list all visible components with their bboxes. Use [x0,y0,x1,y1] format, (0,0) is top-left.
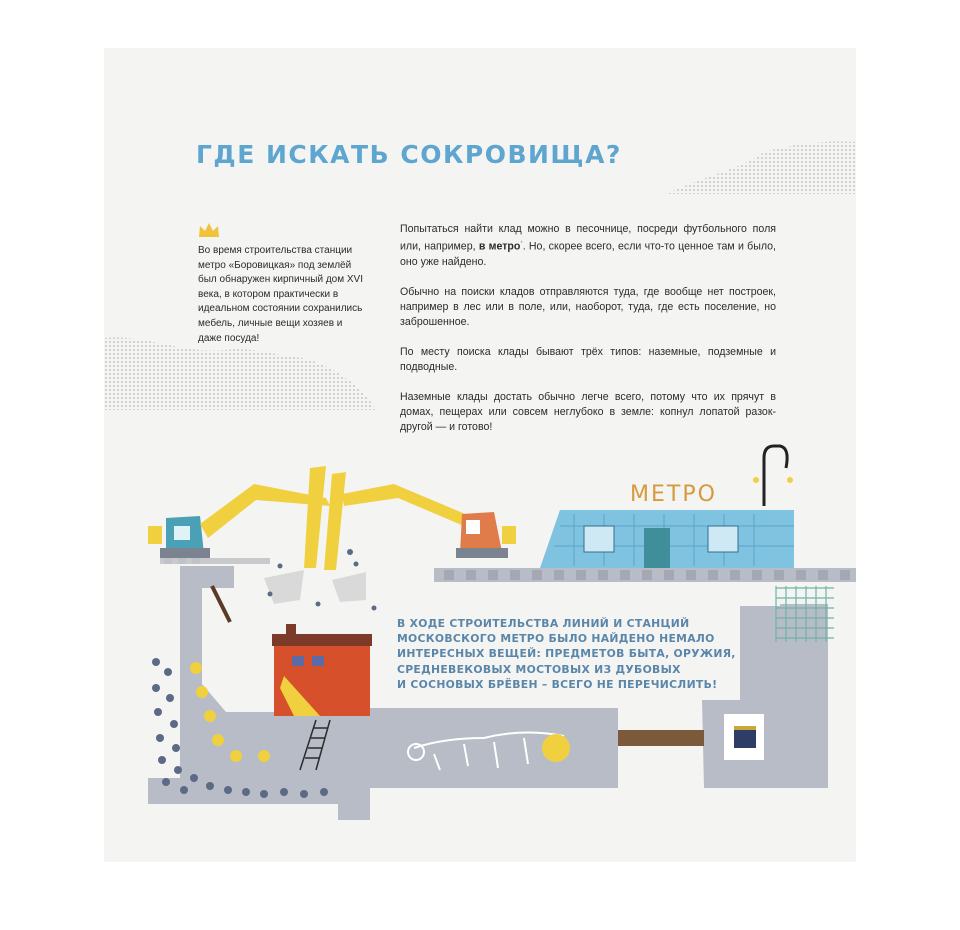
paragraph-2: Обычно на поиски кладов отправляются туда, где вообще нет построек, например в лес или в поле, или, наоборот, туда, где есть поселение, но заброшенное. [400,285,776,328]
metro-station [540,446,794,568]
paragraph-1: Попытаться найти клад можно в песочнице, посреди футбольного поля или, например, в метро*. Но, скорее всего, если что-то ценное там и было, оно уже найдено. [400,223,776,268]
callout-line: В ХОДЕ СТРОИТЕЛЬСТВА ЛИНИЙ И СТАНЦИЙ [397,617,690,630]
page-title: ГДЕ ИСКАТЬ СОКРОВИЩА? [196,140,622,169]
illustration [104,48,856,862]
paragraph-4: Наземные клады достать обычно легче всего, потому что их прячут в домах, пещерах или совсем неглубоко в земле: копнул лопатой разок-другой — и готово! [400,390,776,433]
main-text [400,222,776,450]
log [212,586,230,622]
brick-house [272,624,372,716]
book-page [104,48,856,862]
dotted-hill-right [666,141,856,194]
callout-text [397,616,737,692]
ground-strip-left [160,558,270,564]
callout-line: И СОСНОВЫХ БРЁВЕН – ВСЕГО НЕ ПЕРЕЧИСЛИТЬ! [397,677,718,691]
callout-line: ИНТЕРЕСНЫХ ВЕЩЕЙ: ПРЕДМЕТОВ БЫТА, ОРУЖИЯ, [397,647,736,661]
callout-line: СРЕДНЕВЕКОВЫХ МОСТОВЫХ ИЗ ДУБОВЫХ [397,662,681,676]
metro-sign: МЕТРО [630,482,717,507]
side-note: Во время строительства станции метро «Боровицкая» под землёй был обнаружен кирпичный дом XVI века, в котором практически в идеальном состоянии сохранились мебель, личные вещи хозяев и даже посуда! [198,245,363,344]
callout-line: МОСКОВСКОГО МЕТРО БЫЛО НАЙДЕНО НЕМАЛО [397,632,715,646]
ground-strip-right [434,568,856,582]
crown-icon [198,222,220,238]
paragraph-3: По месту поиска клады бывают трёх типов: наземные, подземные и подводные. [400,345,776,373]
excavator-left [148,466,330,604]
amber [542,734,570,762]
dotted-hill-left [104,337,376,410]
wooden-bridge [618,730,704,746]
excavator-right [324,472,516,602]
